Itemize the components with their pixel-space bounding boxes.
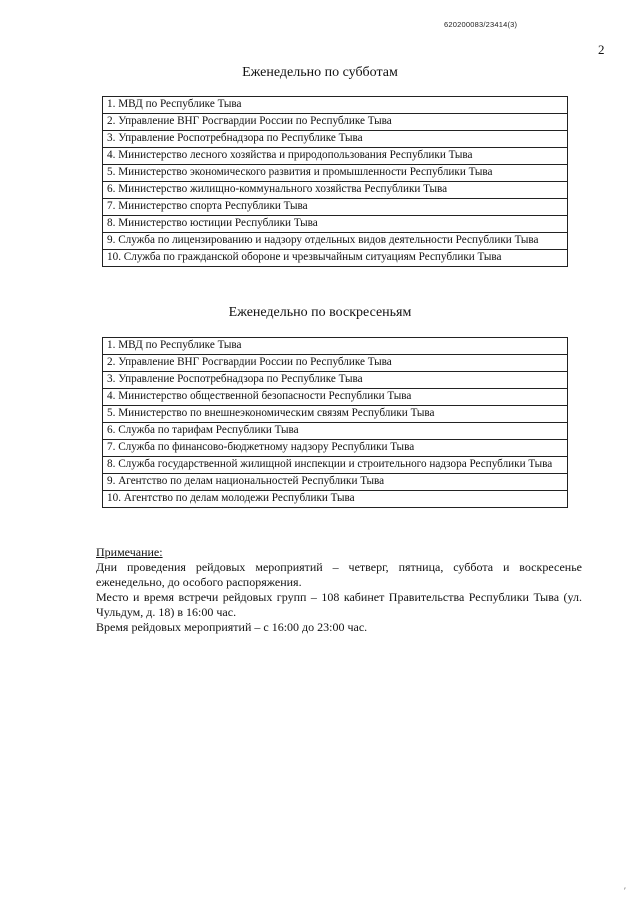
table-cell: 2. Управление ВНГ Росгвардии России по Республике Тыва	[103, 355, 568, 372]
table-row	[103, 114, 568, 131]
table-cell: 9. Агентство по делам национальностей Республики Тыва	[103, 474, 568, 491]
table-cell: 1. МВД по Республике Тыва	[103, 97, 568, 114]
document-id: 620200083/23414(3)	[444, 20, 518, 29]
table-cell: 6. Служба по тарифам Республики Тыва	[103, 423, 568, 440]
table-row	[103, 199, 568, 216]
table-row	[103, 338, 568, 355]
table-cell: 1. МВД по Республике Тыва	[103, 338, 568, 355]
table-row	[103, 457, 568, 474]
saturday-table	[102, 96, 568, 267]
table-cell: 3. Управление Роспотребнадзора по Республике Тыва	[103, 372, 568, 389]
note-paragraph: Время рейдовых мероприятий – с 16:00 до 23:00 час.	[96, 620, 368, 634]
table-row	[103, 97, 568, 114]
page-number: 2	[598, 42, 605, 57]
note-paragraph: Место и время встречи рейдовых групп – 108 кабинет Правительства Республики Тыва (ул. Чульдум, д. 18) в 16:00 час.	[96, 590, 582, 619]
table-row	[103, 182, 568, 199]
table-cell: 7. Министерство спорта Республики Тыва	[103, 199, 568, 216]
table-cell: 3. Управление Роспотребнадзора по Республике Тыва	[103, 131, 568, 148]
table-row	[103, 131, 568, 148]
table-cell: 7. Служба по финансово-бюджетному надзору Республики Тыва	[103, 440, 568, 457]
sunday-title: Еженедельно по воскресеньям	[228, 305, 412, 320]
table-row	[103, 474, 568, 491]
table-row	[103, 250, 568, 267]
table-cell: 10. Агентство по делам молодежи Республики Тыва	[103, 491, 568, 508]
table-row	[103, 406, 568, 423]
sunday-table	[102, 337, 568, 508]
saturday-title: Еженедельно по субботам	[242, 65, 398, 80]
table-row	[103, 440, 568, 457]
table-cell: 8. Министерство юстиции Республики Тыва	[103, 216, 568, 233]
note-paragraph: Дни проведения рейдовых мероприятий – четверг, пятница, суббота и воскресенье еженедельно, до особого распоряжения.	[96, 560, 582, 589]
table-row	[103, 491, 568, 508]
table-cell: 10. Служба по гражданской обороне и чрезвычайным ситуациям Республики Тыва	[103, 250, 568, 267]
table-row	[103, 148, 568, 165]
table-cell: 6. Министерство жилищно-коммунального хозяйства Республики Тыва	[103, 182, 568, 199]
table-row	[103, 423, 568, 440]
table-row	[103, 389, 568, 406]
table-cell: 4. Министерство лесного хозяйства и природопользования Республики Тыва	[103, 148, 568, 165]
table-cell: 2. Управление ВНГ Росгвардии России по Республике Тыва	[103, 114, 568, 131]
table-cell: 5. Министерство по внешнеэкономическим связям Республики Тыва	[103, 406, 568, 423]
table-cell: 9. Служба по лицензированию и надзору отдельных видов деятельности Республики Тыва	[103, 233, 568, 250]
table-cell: 5. Министерство экономического развития и промышленности Республики Тыва	[103, 165, 568, 182]
table-row	[103, 355, 568, 372]
corner-mark: ′	[624, 886, 626, 896]
table-row	[103, 216, 568, 233]
note-heading: Примечание:	[96, 545, 163, 559]
table-cell: 4. Министерство общественной безопасности Республики Тыва	[103, 389, 568, 406]
table-row	[103, 233, 568, 250]
note-section	[96, 545, 582, 635]
table-row	[103, 165, 568, 182]
table-row	[103, 372, 568, 389]
table-cell: 8. Служба государственной жилищной инспекции и строительного надзора Республики Тыва	[103, 457, 568, 474]
